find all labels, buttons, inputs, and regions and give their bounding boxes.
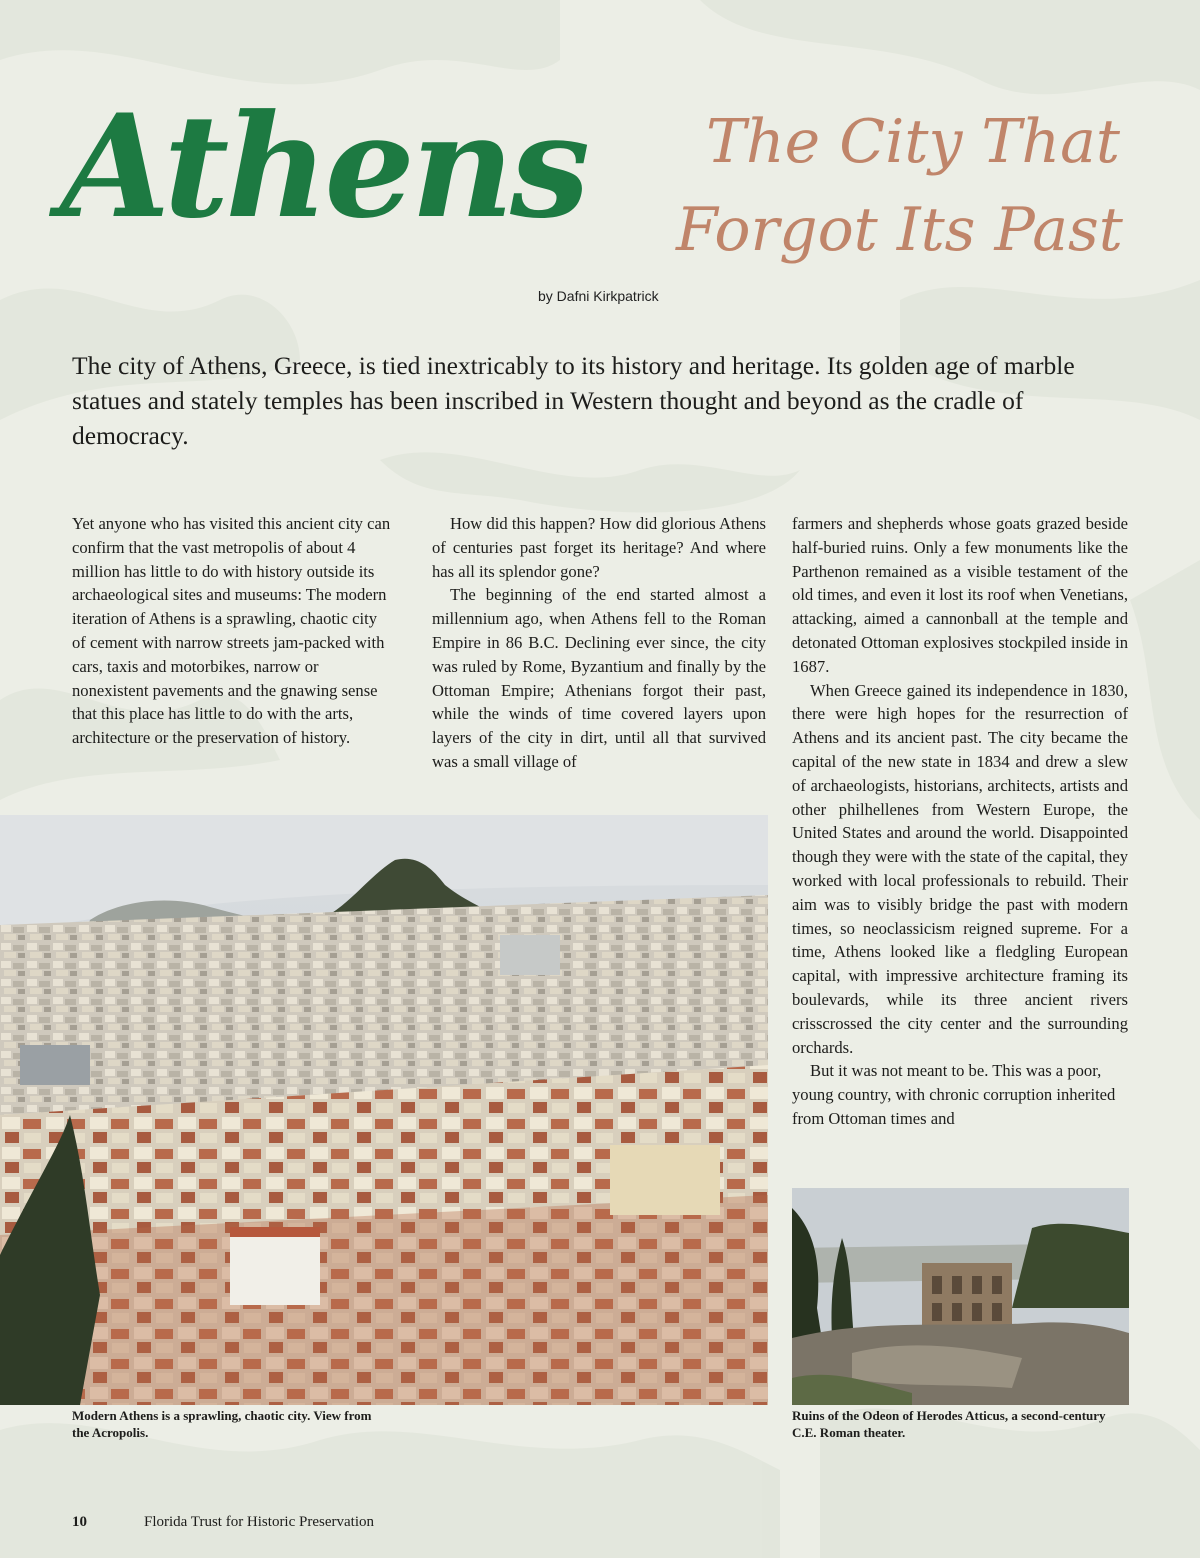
byline: by Dafni Kirkpatrick bbox=[538, 288, 659, 304]
photo-athens-cityscape bbox=[0, 815, 768, 1405]
body-paragraph: The beginning of the end started almost a millennium ago, when Athens fell to the Roman Empire in 86 B.C. Declining ever since, the city was ruled by Rome, Byzantium and finally by the Ottoman Empire; Athenians forgot their past, while the winds of time covered layers upon layers of the city in dirt, until all that survived was a small village of bbox=[432, 585, 766, 771]
body-column-1 bbox=[72, 512, 394, 750]
subtitle-line-1: The City That bbox=[706, 107, 1120, 177]
body-paragraph: farmers and shepherds whose goats grazed beside half-buried ruins. Only a few monuments like the Parthenon remained as a visible testament of the old times, and even it lost its roof when Venetians, attacking, aimed a cannonball at the temple and detonated Ottoman explosives stockpiled inside in 1687. bbox=[792, 514, 1128, 676]
page-number: 10 bbox=[72, 1514, 87, 1530]
lede-paragraph: The city of Athens, Greece, is tied inextricably to its history and heritage. Its golden age of marble statues and stately temples has been inscribed in Western thought and beyond as the cradle of democracy. bbox=[72, 351, 1075, 450]
body-paragraph: When Greece gained its independence in 1830, there were high hopes for the resurrection of Athens and its ancient past. The city became the capital of the new state in 1834 and drew a slew of archaeologists, historians, architects, artists and other philhellenes from Western Europe, the United States and around the world. Disappointed though they were with the state of the capital, they worked with local professionals to rebuild. Their aim was to visibly bridge the past with modern times, so neoclassicism reigned supreme. For a time, Athens looked like a fledgling European capital, with impressive architecture framing its boulevards, while its three ancient rivers crisscrossed the city center and the surrounding orchards. bbox=[792, 680, 1128, 1057]
caption-athens-cityscape: Modern Athens is a sprawling, chaotic city. View from the Acropolis. bbox=[72, 1408, 372, 1440]
body-paragraph: But it was not meant to be. This was a poor, young country, with chronic corruption inherited from Ottoman times and bbox=[792, 1061, 1116, 1128]
body-paragraph: How did this happen? How did glorious Athens of centuries past forget its heritage? And where has all its splendor gone? bbox=[432, 514, 766, 581]
publication-name: Florida Trust for Historic Preservation bbox=[144, 1514, 374, 1530]
title-athens: Athens bbox=[60, 84, 587, 250]
photo-odeon-ruins bbox=[792, 1188, 1129, 1405]
caption-odeon-ruins: Ruins of the Odeon of Herodes Atticus, a second-century C.E. Roman theater. bbox=[792, 1408, 1106, 1440]
body-column-2 bbox=[432, 512, 766, 774]
body-paragraph: Yet anyone who has visited this ancient city can confirm that the vast metropolis of about 4 million has little to do with history outside its archaeological sites and museums: The modern iteration of Athens is a sprawling, chaotic city of cement with narrow streets jam-packed with cars, taxis and motorbikes, narrow or nonexistent pavements and the gnawing sense that this place has little to do with the arts, architecture or the preservation of history. bbox=[72, 514, 391, 748]
subtitle-line-2: Forgot Its Past bbox=[676, 195, 1123, 265]
body-column-3 bbox=[792, 512, 1128, 1131]
